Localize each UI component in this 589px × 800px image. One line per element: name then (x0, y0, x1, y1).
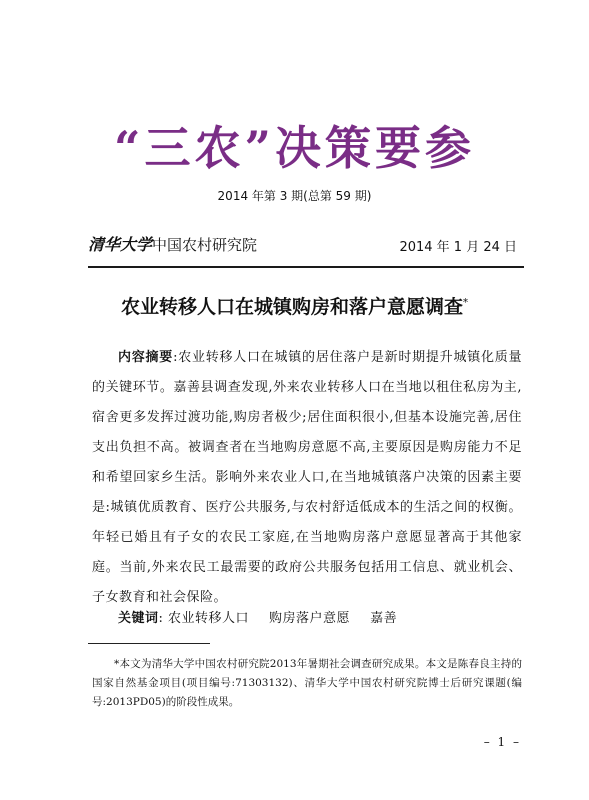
issue-number: 2014 年第 3 期(总第 59 期) (217, 189, 372, 203)
publisher-name: 中国农村研究院 (152, 236, 258, 254)
article-title-text: 农业转移人口在城镇购房和落户意愿调查 (120, 296, 463, 318)
keywords (118, 607, 397, 626)
abstract-text: :农业转移人口在城镇的居住落户是新时期提升城镇化质量的关键环节。嘉善县调查发现,外来农业转移人口在当地以租住私房为主,宿舍更多发挥过渡功能,购房者极少;居住面积很小,但基本设施完善,居住支出负担不高。被调查者在当地购房意愿不高,主要原因是购房能力不足和希望回家乡生活。影响外来农业人口,在当地城镇落户决策的因素主要是:城镇优质教育、医疗公共服务,与农村舒适低成本的生活之间的权衡。年轻已婚且有子女的农民工家庭,在当地购房落户意愿显著高于其他家庭。当前,外来农民工最需要的政府公共服务包括用工信息、就业机会、子女教育和社会保险。 (92, 350, 522, 605)
publisher-calligraphy: 清华大学 (88, 235, 153, 254)
keyword-item: 嘉善 (370, 611, 398, 626)
keyword-item: 购房落户意愿 (269, 611, 351, 626)
abstract-paragraph (92, 343, 522, 613)
abstract-label: 内容摘要 (118, 350, 174, 365)
page-number: – 1 – (483, 735, 521, 749)
article-title (0, 292, 589, 319)
keywords-label: 关键词 (118, 611, 159, 626)
keyword-item: 农业转移人口 (168, 611, 250, 626)
keywords-colon: : (158, 611, 169, 626)
masthead-title: “三农”决策要参 (114, 121, 475, 175)
footnote: *本文为清华大学中国农村研究院2013年暑期社会调查研究成果。本文是陈春良主持的国家自然基金项目(项目编号:71303132)、清华大学中国农村研究院博士后研究课题(编号:2013PD05)的阶段性成果。 (92, 658, 522, 708)
publication-date: 2014 年 1 月 24 日 (399, 240, 517, 255)
footnote-marker: * (463, 297, 468, 309)
footnote-divider (88, 643, 210, 644)
header-divider (88, 266, 524, 268)
publisher (88, 232, 257, 255)
abstract (92, 343, 522, 613)
